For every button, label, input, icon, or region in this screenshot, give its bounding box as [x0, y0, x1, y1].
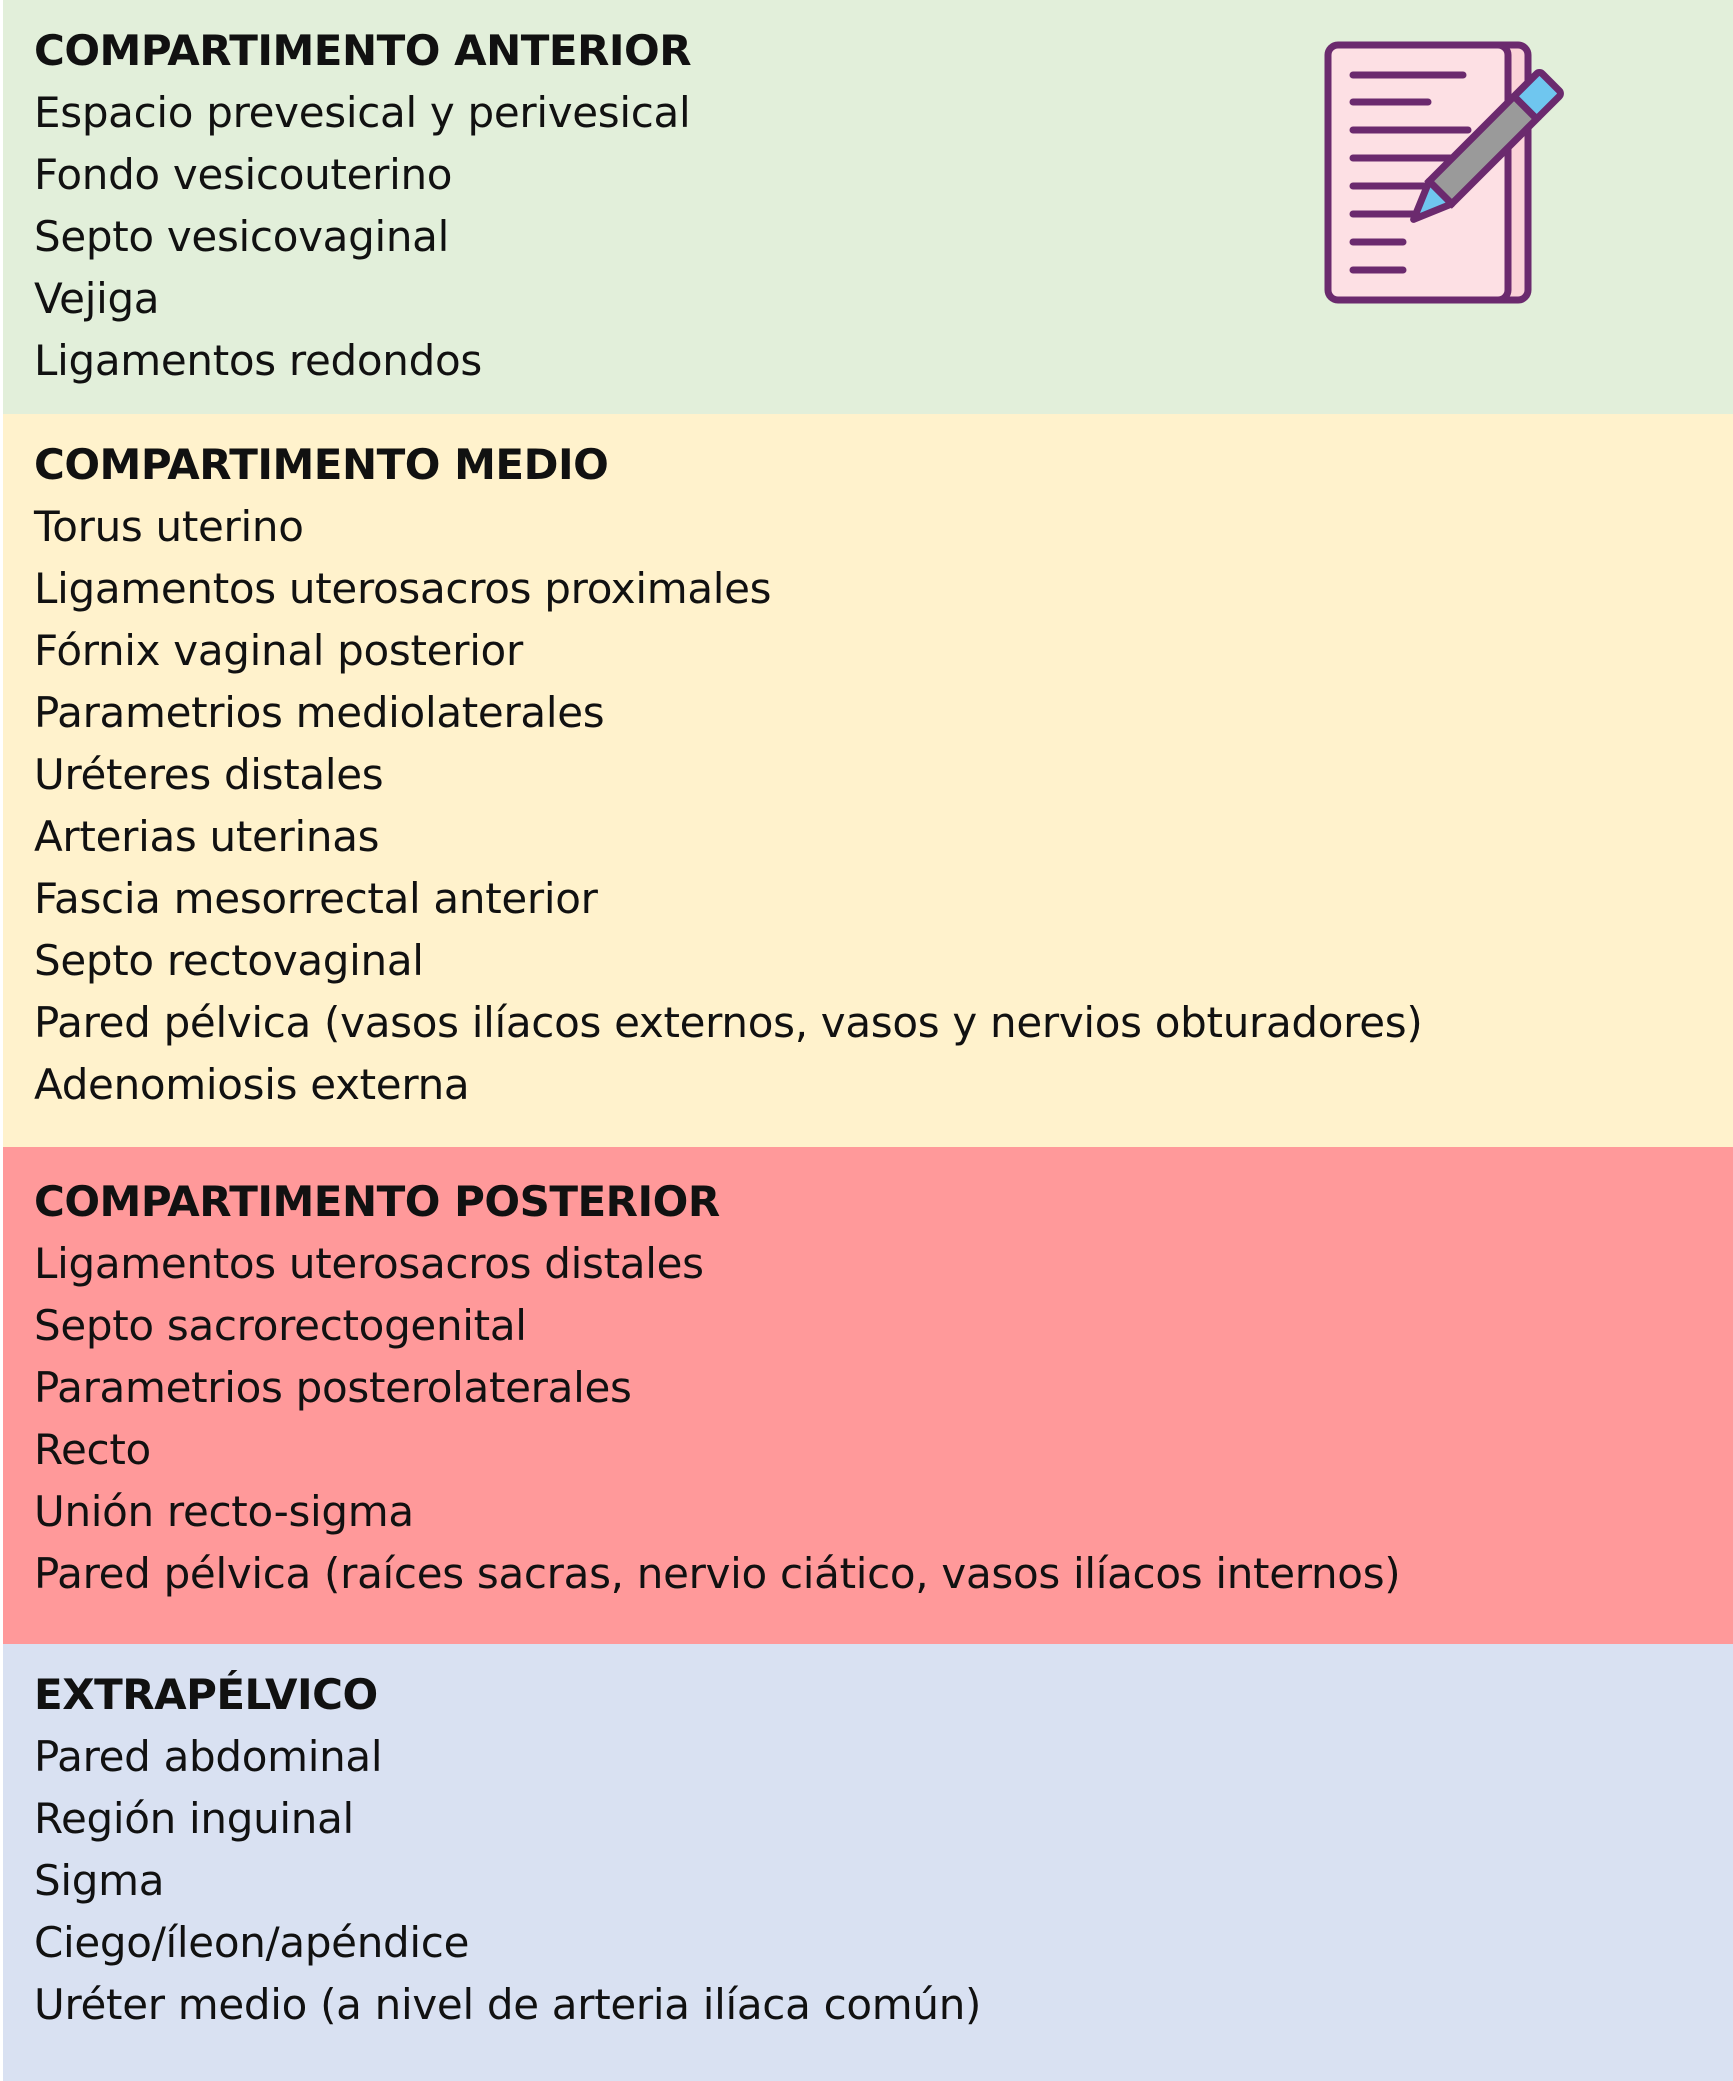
section-title-anterior: COMPARTIMENTO ANTERIOR: [34, 26, 692, 75]
list-item: Vejiga: [34, 274, 160, 323]
list-item: Región inguinal: [34, 1794, 354, 1843]
list-item: Pared abdominal: [34, 1732, 383, 1781]
section-list-medio: [34, 496, 1733, 1116]
list-item: Ligamentos uterosacros proximales: [34, 564, 772, 613]
list-item: Espacio prevesical y perivesical: [34, 88, 691, 137]
section-extrapelvico: [3, 1644, 1733, 2081]
section-anterior: [3, 0, 1733, 414]
section-title-medio: COMPARTIMENTO MEDIO: [34, 440, 609, 489]
list-item: Torus uterino: [34, 502, 304, 551]
list-item: Fondo vesicouterino: [34, 150, 453, 199]
list-item: Fascia mesorrectal anterior: [34, 874, 598, 923]
list-item: Arterias uterinas: [34, 812, 380, 861]
list-item: Unión recto-sigma: [34, 1487, 414, 1536]
list-item: Ligamentos uterosacros distales: [34, 1239, 704, 1288]
list-item: Adenomiosis externa: [34, 1060, 470, 1109]
section-posterior: [3, 1147, 1733, 1644]
section-list-extrapelvico: [34, 1726, 1733, 2036]
section-title-extrapelvico: EXTRAPÉLVICO: [34, 1670, 378, 1719]
list-item: Septo vesicovaginal: [34, 212, 449, 261]
section-medio: [3, 414, 1733, 1147]
section-list-posterior: [34, 1233, 1733, 1605]
list-item: Recto: [34, 1425, 151, 1474]
list-item: Uréteres distales: [34, 750, 384, 799]
list-item: Parametrios mediolaterales: [34, 688, 605, 737]
list-item: Sigma: [34, 1856, 165, 1905]
list-item: Ciego/íleon/apéndice: [34, 1918, 470, 1967]
list-item: Uréter medio (a nivel de arteria ilíaca común): [34, 1980, 982, 2029]
notepad-pencil-icon: [1323, 40, 1573, 310]
list-item: Pared pélvica (vasos ilíacos externos, vasos y nervios obturadores): [34, 998, 1423, 1047]
section-title-posterior: COMPARTIMENTO POSTERIOR: [34, 1177, 720, 1226]
list-item: Septo sacrorectogenital: [34, 1301, 527, 1350]
list-item: Ligamentos redondos: [34, 336, 482, 385]
list-item: Fórnix vaginal posterior: [34, 626, 523, 675]
list-item: Septo rectovaginal: [34, 936, 424, 985]
list-item: Pared pélvica (raíces sacras, nervio ciático, vasos ilíacos internos): [34, 1549, 1401, 1598]
list-item: Parametrios posterolaterales: [34, 1363, 632, 1412]
